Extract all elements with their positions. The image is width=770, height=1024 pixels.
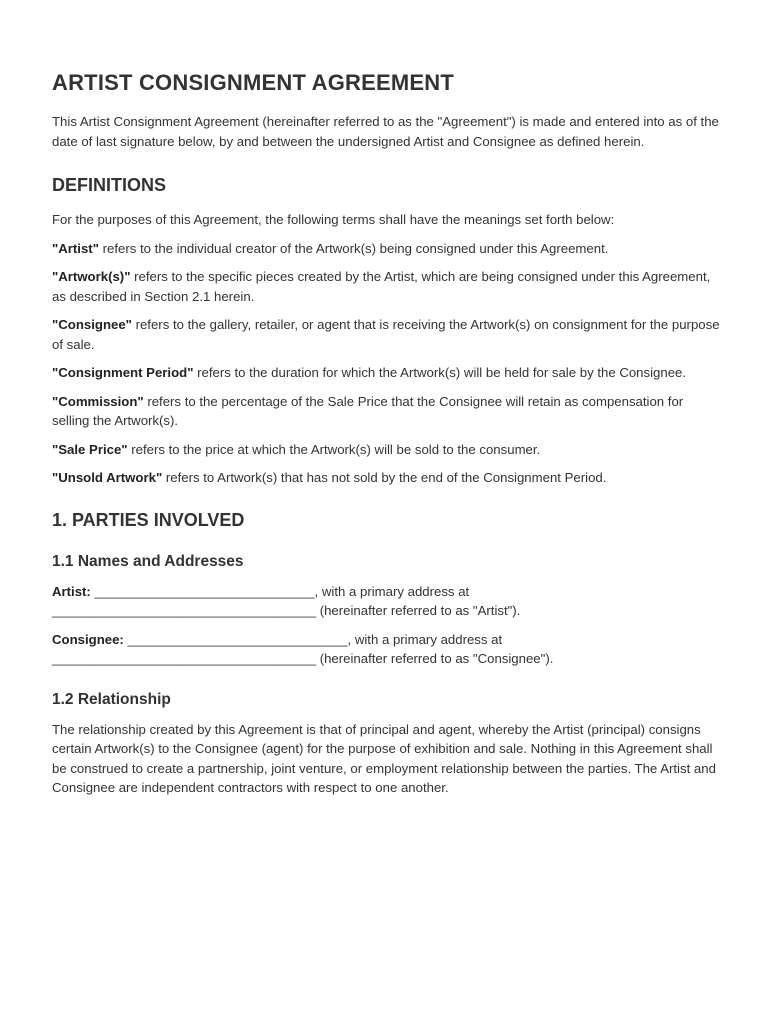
intro-paragraph: This Artist Consignment Agreement (hereinafter referred to as the "Agreement") is made and entered into as of the date of last signature below, by and between the undersigned Artist and Consignee as defined herein. [52,114,719,149]
consignee-address-intro: , with a primary address at [347,631,503,647]
definition-text: refers to the specific pieces created by the Artist, which are being consigned under this Agreement, as described in Section 2.1 herein. [52,269,711,304]
parties-heading: 1. PARTIES INVOLVED [52,509,245,530]
artist-label: Artist: [52,583,91,599]
artist-address-intro: , with a primary address at [314,583,470,599]
consignee-name-blank: ______________________________ [127,631,348,647]
definition-term: "Commission" [52,393,144,409]
relationship-heading: 1.2 Relationship [52,690,171,708]
definition-term: "Artwork(s)" [52,269,131,284]
definition-text: refers to the duration for which the Artwork(s) will be held for sale by the Consignee. [193,365,687,380]
definition-item [52,315,720,354]
definitions-heading: DEFINITIONS [52,175,167,195]
consignee-label: Consignee: [52,631,124,647]
document-title: ARTIST CONSIGNMENT AGREEMENT [52,70,455,95]
definition-term: "Artist" [52,240,99,256]
artist-address-blank: ____________________________________ [52,603,317,618]
definition-item [52,392,720,431]
artist-party-block [52,582,720,621]
definition-item [52,363,720,383]
definition-term: "Consignment Period" [52,365,194,380]
definition-text: refers to the individual creator of the Artwork(s) being consigned under this Agreement. [98,240,609,256]
artist-reference-text: (hereinafter referred to as "Artist"). [316,603,521,618]
definition-item [52,468,720,488]
definition-item [52,239,720,259]
relationship-paragraph: The relationship created by this Agreement is that of principal and agent, whereby the Artist (principal) consigns certain Artwork(s) to the Consignee (agent) for the purpose of exhibition and sale. Nothing in this Agreement shall be construed to create a partnership, joint venture, or employment relationship between the parties. The Artist and Consignee are independent contractors with respect to one another. [52,721,716,795]
definition-item [52,440,720,460]
consignee-address-blank: ____________________________________ [52,651,317,666]
document-page [52,70,720,807]
definition-text: refers to the price at which the Artwork(s) will be sold to the consumer. [127,441,541,457]
consignee-party-block [52,630,720,669]
artist-name-blank: ______________________________ [94,583,315,599]
definition-text: refers to Artwork(s) that has not sold by the end of the Consignment Period. [162,470,607,485]
definition-term: "Unsold Artwork" [52,470,163,485]
names-addresses-heading: 1.1 Names and Addresses [52,552,244,570]
definitions-lead: For the purposes of this Agreement, the following terms shall have the meanings set forth below: [52,212,615,227]
definition-text: refers to the gallery, retailer, or agent that is receiving the Artwork(s) on consignment for the purpose of sale. [52,317,720,352]
consignee-reference-text: (hereinafter referred to as "Consignee"). [316,651,554,666]
definition-text: refers to the percentage of the Sale Price that the Consignee will retain as compensation for selling the Artwork(s). [52,393,684,428]
definition-term: "Consignee" [52,317,132,332]
definition-term: "Sale Price" [52,441,128,457]
definition-item [52,267,720,306]
